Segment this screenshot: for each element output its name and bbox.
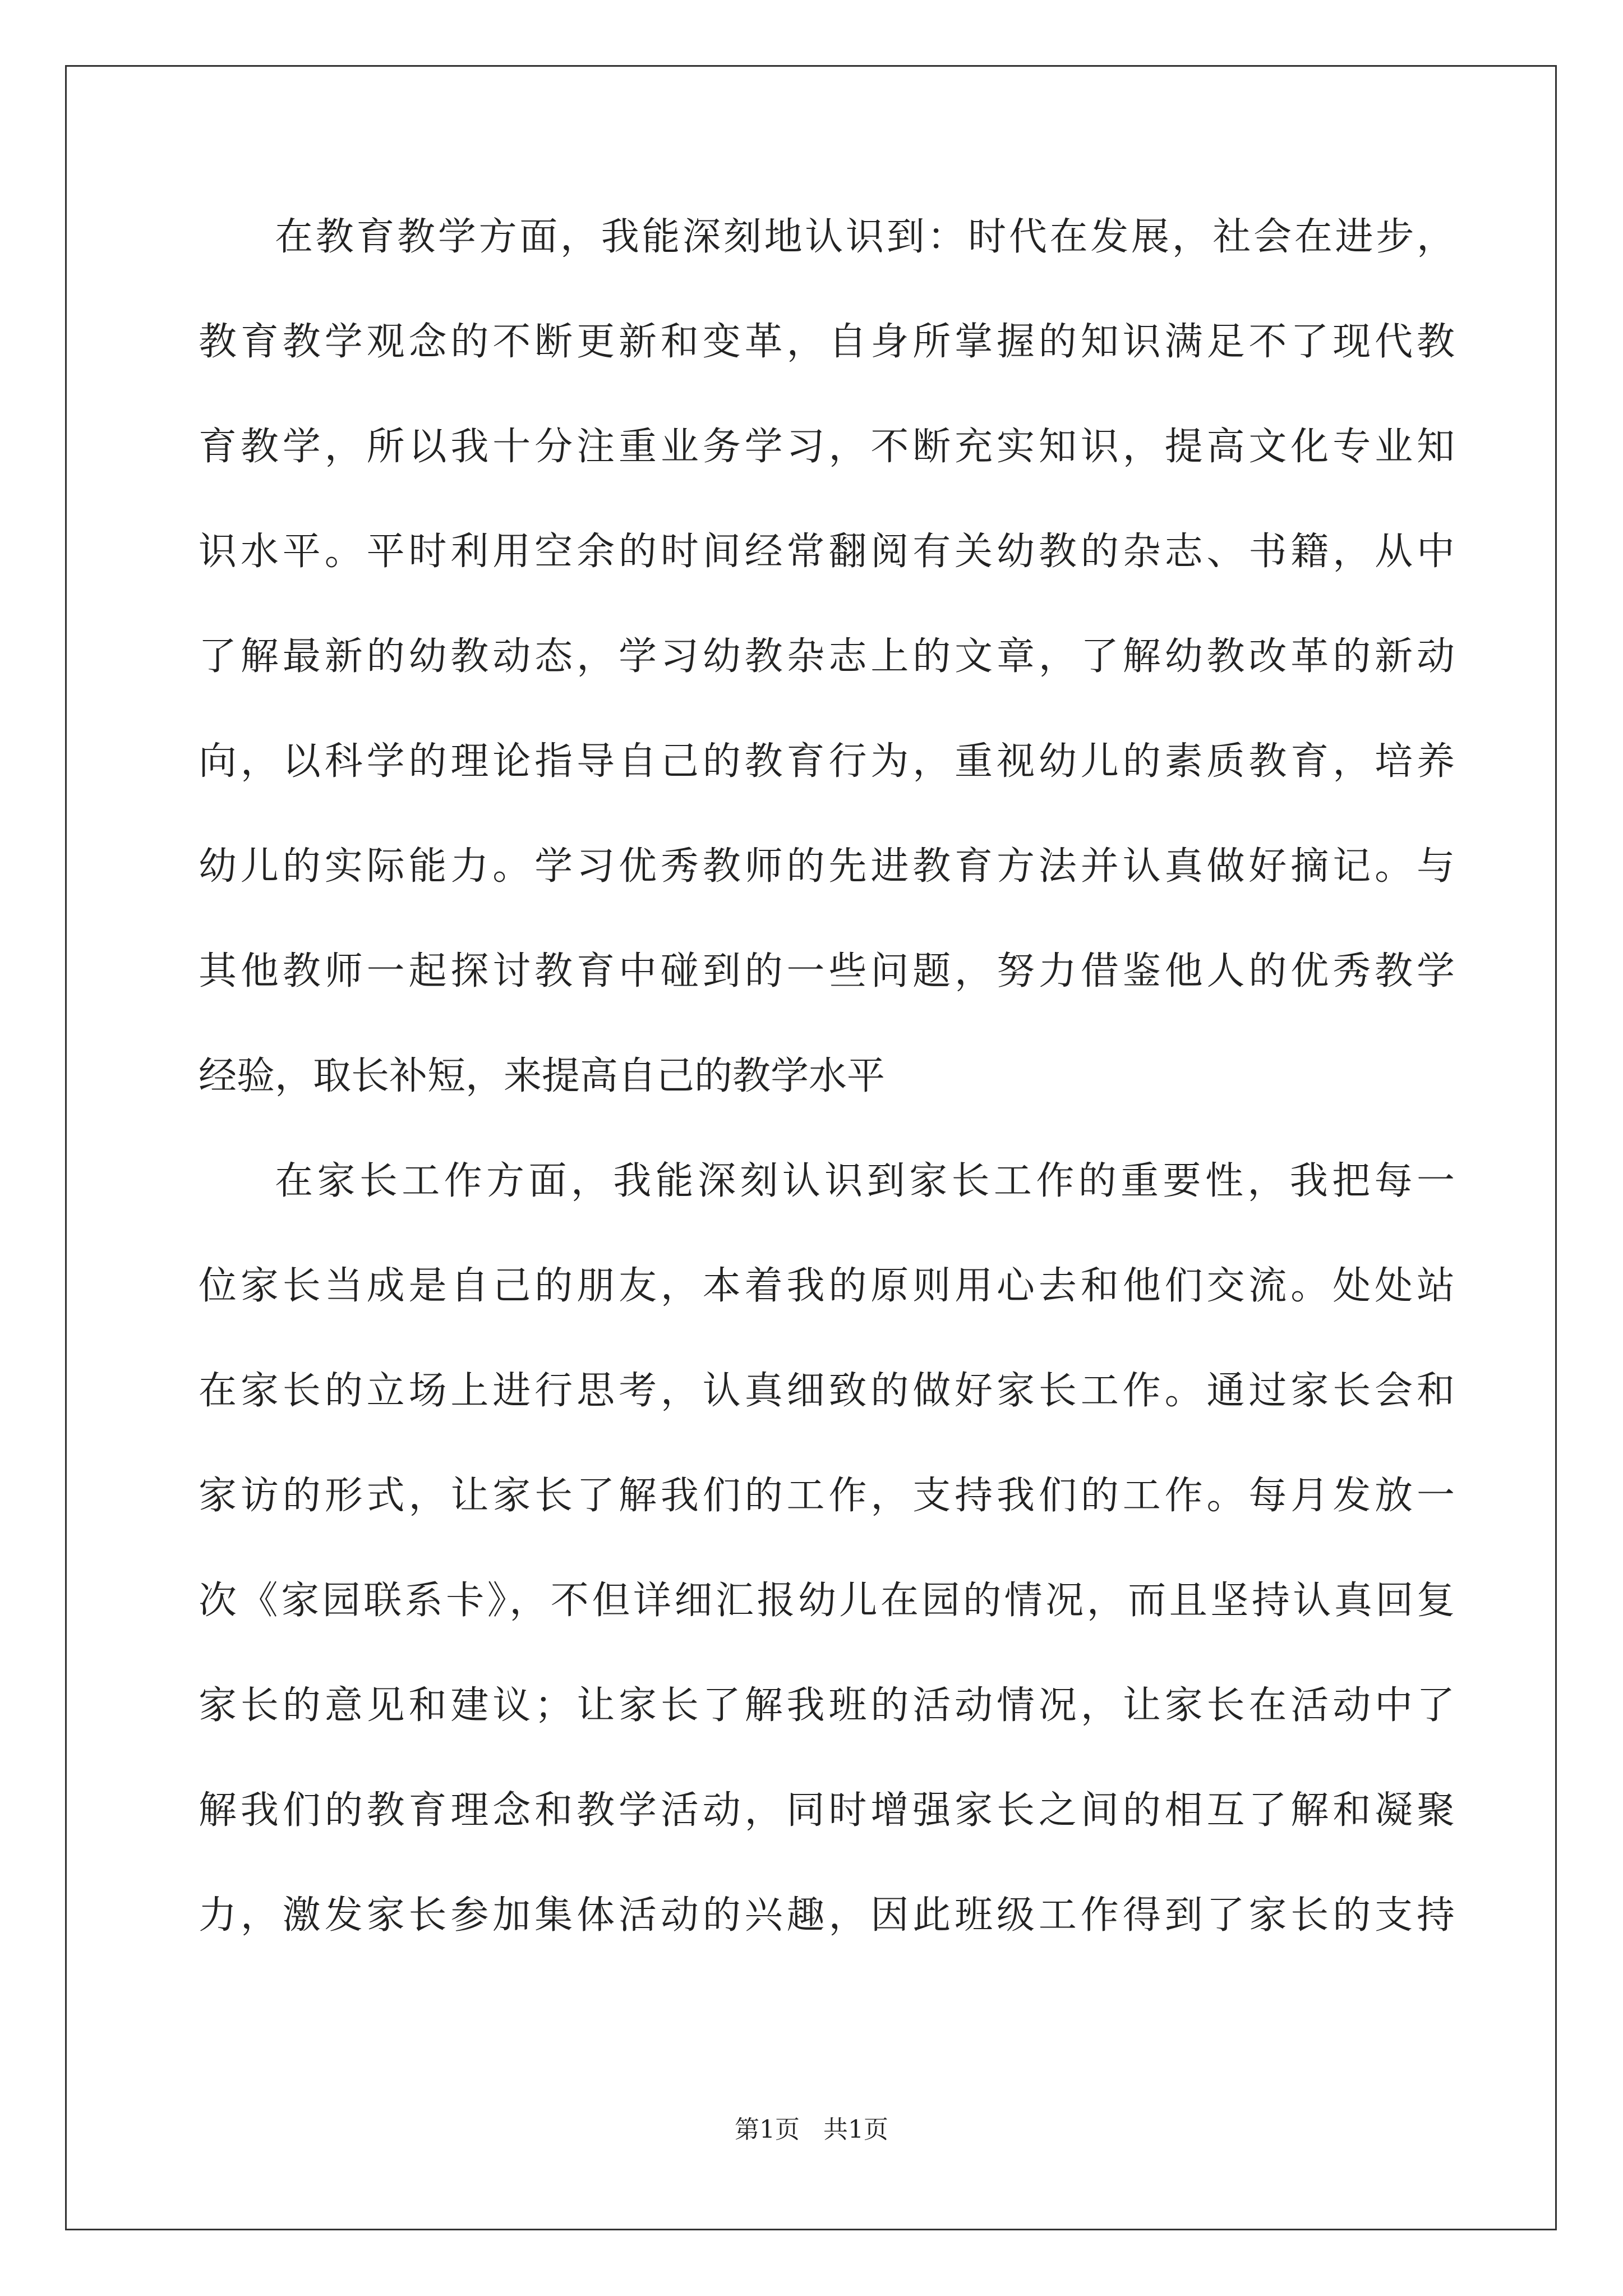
- document-body: [199, 212, 1455, 1995]
- text-line: 家长的意见和建议；让家长了解我班的活动情况，让家长在活动中了: [199, 1683, 1455, 1728]
- text-line: 育教学，所以我十分注重业务学习，不断充实知识，提高文化专业知: [199, 425, 1455, 469]
- text-line: 力，激发家长参加集体活动的兴趣，因此班级工作得到了家长的支持: [199, 1893, 1455, 1938]
- text-line: 幼儿的实际能力。学习优秀教师的先进教育方法并认真做好摘记。与: [199, 844, 1455, 889]
- text-line: 次《家园联系卡》，不但详细汇报幼儿在园的情况，而且坚持认真回复: [199, 1579, 1455, 1623]
- text-line: 经验，取长补短，来提高自己的教学水平: [199, 1054, 886, 1098]
- text-line: 向，以科学的理论指导自己的教育行为，重视幼儿的素质教育，培养: [199, 739, 1455, 784]
- text-line: 识水平。平时利用空余的时间经常翻阅有关幼教的杂志、书籍，从中: [199, 530, 1455, 574]
- text-line: 在教育教学方面，我能深刻地认识到：时代在发展，社会在进步，: [275, 215, 1455, 259]
- text-line: 在家长的立场上进行思考，认真细致的做好家长工作。通过家长会和: [199, 1369, 1455, 1413]
- paragraph-2: [199, 1156, 1455, 1995]
- text-line: 教育教学观念的不断更新和变革，自身所掌握的知识满足不了现代教: [199, 320, 1455, 364]
- page-number: 第1页: [735, 2115, 800, 2144]
- text-line: 位家长当成是自己的朋友，本着我的原则用心去和他们交流。处处站: [199, 1264, 1455, 1308]
- text-line: 了解最新的幼教动态，学习幼教杂志上的文章，了解幼教改革的新动: [199, 634, 1455, 679]
- text-line: 解我们的教育理念和教学活动，同时增强家长之间的相互了解和凝聚: [199, 1788, 1455, 1833]
- text-line: 家访的形式，让家长了解我们的工作，支持我们的工作。每月发放一: [199, 1474, 1455, 1518]
- page-footer: [0, 2109, 1623, 2145]
- paragraph-1: [199, 212, 1455, 1156]
- text-line: 其他教师一起探讨教育中碰到的一些问题，努力借鉴他人的优秀教学: [199, 949, 1455, 993]
- page-total: 共1页: [823, 2115, 888, 2144]
- text-line: 在家长工作方面，我能深刻认识到家长工作的重要性，我把每一: [275, 1159, 1455, 1203]
